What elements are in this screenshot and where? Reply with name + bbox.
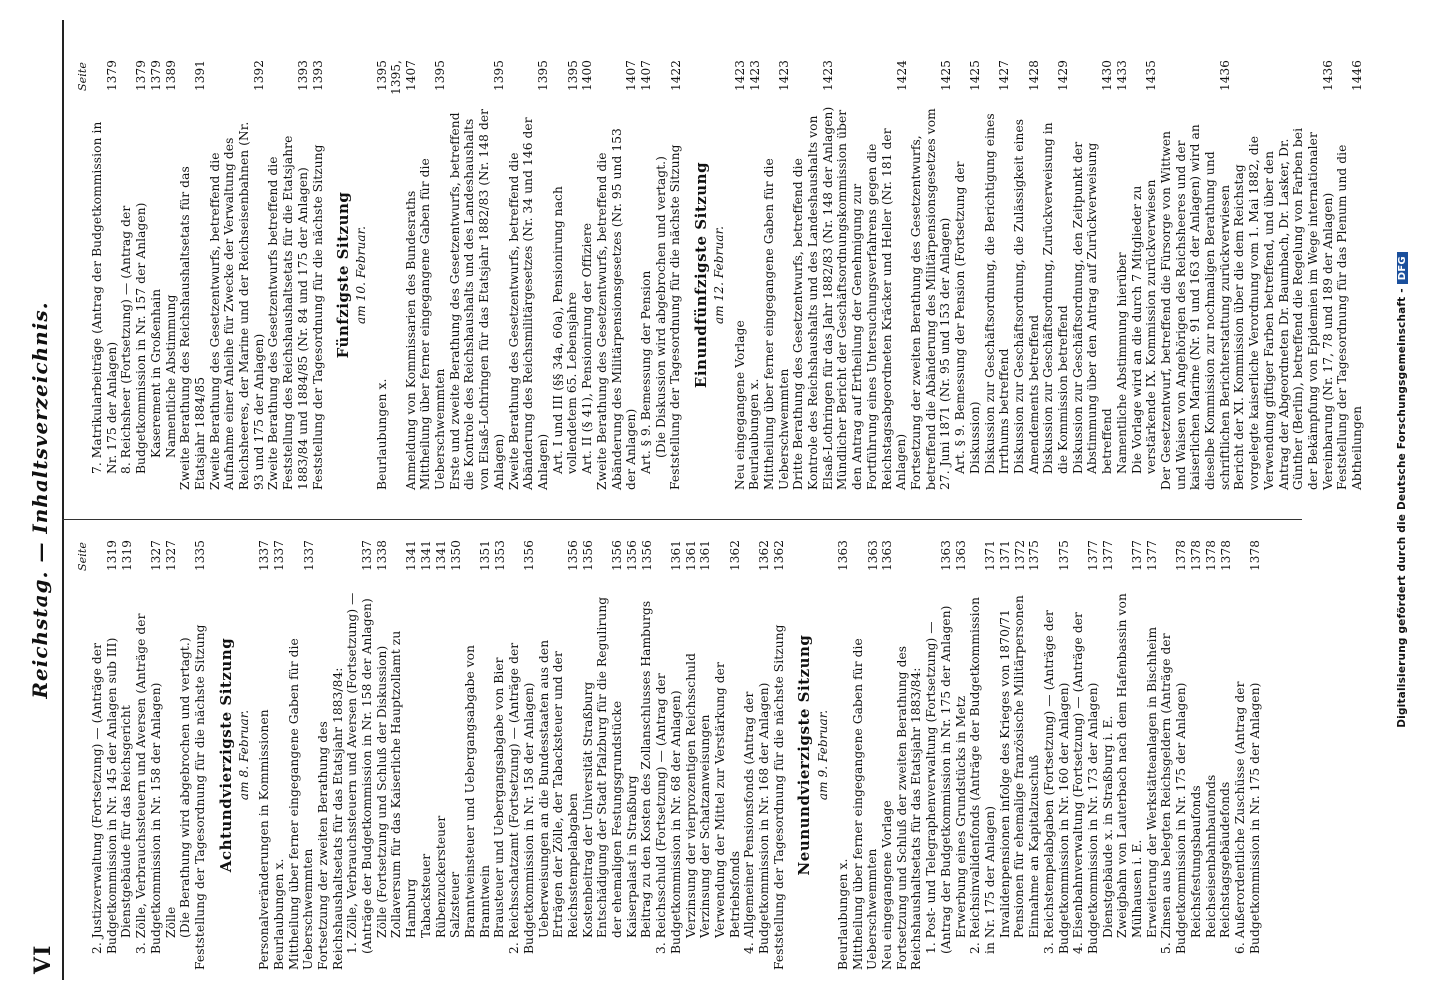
toc-entry-title: Neu eingegangene Vorlage bbox=[880, 800, 895, 970]
toc-entry-title: 7. Matrikularbeiträge (Antrag der Budgetkommission in Nr. 175 der Anlagen) bbox=[90, 121, 119, 474]
toc-entry bbox=[880, 540, 895, 970]
toc-entry bbox=[595, 540, 624, 970]
toc-entry-title: Zweite Berathung des Gesetzentwurfs, betreffend die Abänderung des Reichsmilitärgesetzes (Nr. 34 und 146 der Anlagen) bbox=[506, 117, 550, 490]
toc-entry-title: Beurlaubungen x. bbox=[374, 378, 389, 490]
toc-entry-page: 1393 bbox=[310, 60, 325, 91]
toc-entry-title: Beurlaubungen x. bbox=[271, 858, 286, 970]
toc-entry bbox=[463, 540, 492, 970]
toc-entry-title: 1. Zölle, Verbrauchssteuern und Aversen (Fortsetzung) — (Anträge der Budgetkommission in Nr. 158 der Anlagen) bbox=[345, 592, 375, 954]
toc-entry bbox=[389, 540, 418, 970]
toc-entry bbox=[580, 60, 595, 490]
toc-entry-title: 1. Post- und Telegraphenverwaltung (Fortsetzung) — (Antrag der Budgetkommission in Nr. 175 der Anlagen) bbox=[924, 605, 953, 954]
toc-entry-title: Dritte Berathung des Gesetzentwurfs, betreffend die Kontrole des Reichshaushalts und des Landeshaushalts von Elsaß-Lothringen für das Jahr 1882/83 (Nr. 148 der Anlagen) bbox=[791, 106, 835, 490]
toc-entry-title: Zölle bbox=[163, 906, 178, 938]
toc-entry-page: 1423 bbox=[821, 60, 836, 91]
toc-entry-page: 1337 bbox=[301, 540, 316, 571]
toc-entry-title: Erweiterung der Werkstätteanlagen in Bischheim bbox=[1144, 626, 1159, 938]
toc-entry-page: 1362 bbox=[772, 540, 786, 571]
toc-entry-page: 1377 bbox=[1086, 540, 1101, 571]
toc-entry-page: 1424 bbox=[894, 60, 909, 91]
toc-entry bbox=[1218, 540, 1233, 970]
toc-entry-page: 1362 bbox=[727, 540, 742, 571]
toc-entry-title: Diskussion zur Geschäftsordnung, die Zulässigkeit eines Amendements betreffend bbox=[1011, 118, 1041, 474]
toc-entry bbox=[90, 60, 119, 490]
toc-entry bbox=[639, 540, 654, 970]
toc-entry bbox=[851, 540, 880, 970]
toc-entry bbox=[713, 540, 742, 970]
toc-entry-page: 1429 bbox=[1056, 60, 1071, 91]
toc-entry-page: 1371 bbox=[997, 540, 1012, 571]
toc-entry-page: 1375 bbox=[1027, 540, 1042, 571]
toc-entry-title: 2. Reichsschatzamt (Fortsetzung) — (Anträge der Budgetkommission in Nr. 158 der Anlagen) bbox=[507, 642, 536, 954]
toc-entry bbox=[1012, 60, 1041, 490]
toc-entry-title: (Die Diskussion wird abgebrochen und vertagt.) bbox=[653, 155, 668, 458]
toc-entry bbox=[448, 60, 507, 490]
toc-entry-page: 1363 bbox=[939, 540, 954, 571]
toc-entry-title: 6. Außerordentliche Zuschüsse (Antrag der Budgetkommission in Nr. 175 der Anlagen) bbox=[1232, 681, 1262, 954]
left-column-entries bbox=[90, 540, 1262, 970]
toc-entry bbox=[895, 540, 924, 970]
toc-entry bbox=[924, 540, 953, 970]
toc-entry-title: Die Vorlage wird an die durch 7 Mitglieder zu verstärkende IX. Kommission zurückverwiesen bbox=[1129, 179, 1159, 474]
right-column bbox=[76, 60, 1365, 490]
toc-entry-page: 1422 bbox=[668, 60, 683, 91]
toc-entry-title: Art. § 9. Bemessung der Pension bbox=[638, 270, 653, 474]
toc-entry-title: Feststellung der Tagesordnung für das Plenum und die Abtheilungen bbox=[1335, 144, 1365, 490]
toc-entry-title: 2. Justizverwaltung (Fortsetzung) — (Anträge der Budgetkommission in Nr. 145 der Anlagen sub III) bbox=[90, 637, 119, 954]
toc-entry-page: 1377 bbox=[1130, 540, 1145, 571]
toc-entry bbox=[272, 540, 287, 970]
toc-entry-page: 1338 bbox=[375, 540, 390, 571]
toc-entry-page: 1377 bbox=[1100, 540, 1115, 571]
toc-entry bbox=[639, 60, 654, 490]
toc-entry-title: Dienstgebäude x. in Straßburg i. E. bbox=[1100, 715, 1115, 938]
toc-entry bbox=[684, 540, 699, 970]
toc-entry-page: 1327 bbox=[163, 540, 178, 571]
toc-entry-title: Diskussion zur Geschäftsordnung, den Zeitpunkt der Abstimmung über den Antrag auf Zurückverweisung betreffend bbox=[1070, 141, 1115, 474]
toc-entry-title: Fortsetzung der zweiten Berathung des Reichshaushaltsetats für das Etatsjahr 1883/84: bbox=[315, 667, 345, 970]
toc-entry-title: Verwendung der Mittel zur Verstärkung der Betriebsfonds bbox=[712, 662, 742, 938]
toc-entry bbox=[968, 540, 997, 970]
toc-entry-page: 1361 bbox=[698, 540, 713, 571]
toc-entry-title: 2. Reichsinvalidenfonds (Anträge der Budgetkommission in Nr. 175 der Anlagen) bbox=[968, 596, 997, 954]
toc-entry-title: Reichsfestungsbaufonds bbox=[1188, 785, 1203, 938]
toc-entry-page: 1377 bbox=[1144, 540, 1159, 571]
toc-entry-page: 1435 bbox=[1144, 60, 1159, 91]
toc-entry-page: 1393 bbox=[296, 60, 311, 91]
toc-entry-page: 1400 bbox=[580, 60, 595, 91]
toc-entry bbox=[1189, 540, 1204, 970]
toc-entry-page: 1407 bbox=[624, 60, 639, 91]
toc-entry-title: (Die Berathung wird abgebrochen und vertagt.) bbox=[178, 637, 193, 938]
toc-entry-page: 1319 bbox=[119, 540, 134, 571]
toc-entry-title: Mittheilung über ferner eingegangene Gaben für die Ueberschwemmten bbox=[286, 638, 316, 970]
toc-entry bbox=[345, 540, 374, 970]
toc-entry bbox=[791, 60, 835, 490]
toc-entry bbox=[178, 540, 193, 970]
toc-entry-page: 1395 bbox=[492, 60, 507, 91]
toc-entry-page: 1378 bbox=[1247, 540, 1262, 571]
toc-entry-page: 1389 bbox=[163, 60, 178, 91]
toc-entry-title: Brausteuer und Uebergangsabgabe von Bier bbox=[492, 657, 507, 938]
toc-entry-title: Mündlicher Bericht der Geschäftsordnungskommission über den Antrag auf Ertheilung der Genehmigung zur Fortführung eines Untersuchungsverfahrens gegen die Reichstagsabgeordneten Kräcker und Heller (Nr. 181 der Anlagen) bbox=[835, 109, 909, 490]
toc-entry-title: Invalidenpensionen infolge des Krieges von 1870/71 bbox=[997, 609, 1012, 938]
toc-entry-page: 1378 bbox=[1174, 540, 1189, 571]
toc-entry-page: 1337 bbox=[257, 540, 272, 571]
toc-entry-title: Zweite Berathung des Gesetzentwurfs betreffend die Feststellung des Reichshaushaltsetats für die Etatsjahre 1883/84 und 1884/85 (Nr. 84 und 175 der Anlagen) bbox=[266, 135, 310, 490]
toc-entry bbox=[698, 540, 713, 970]
toc-entry-title: Mittheilung über ferner eingegangene Gaben für die Ueberschwemmten bbox=[761, 158, 791, 490]
toc-entry-title: Zweigbahn von Lauterbach nach dem Hafenbassin von Mülhausen i. E. bbox=[1115, 593, 1145, 938]
toc-entry-page: 1362 bbox=[757, 540, 772, 571]
toc-entry bbox=[164, 540, 179, 970]
toc-entry-title: Art. II (§ 41), Pensionirung der Offiziere bbox=[580, 222, 595, 474]
toc-entry bbox=[835, 60, 909, 490]
toc-entry-title: Fortsetzung der zweiten Berathung des Gesetzentwurfs, betreffend die Abänderung des Militärpensionsgesetzes vom 27. Juni 1871 (Nr. 95 und 153 der Anlagen) bbox=[908, 108, 953, 490]
page-column-label: Seite bbox=[76, 62, 89, 91]
session-date: am 8. Februar. bbox=[236, 709, 251, 801]
toc-entry bbox=[1159, 540, 1188, 970]
toc-entry-page: 1395 bbox=[375, 60, 390, 91]
toc-entry bbox=[772, 540, 787, 970]
toc-entry bbox=[1335, 60, 1364, 490]
session-date: am 9. Februar. bbox=[815, 709, 830, 801]
toc-entry bbox=[595, 60, 639, 490]
toc-entry bbox=[311, 60, 326, 490]
toc-entry-page: 1433 bbox=[1115, 60, 1130, 91]
toc-entry-page: 1378 bbox=[1218, 540, 1233, 571]
toc-entry-title: Reichseisenbahnbaufonds bbox=[1203, 774, 1218, 938]
toc-entry bbox=[1159, 60, 1233, 490]
toc-entry-page: 1378 bbox=[1189, 540, 1204, 571]
toc-entry bbox=[193, 540, 208, 970]
toc-entry bbox=[909, 60, 953, 490]
toc-entry bbox=[1027, 540, 1042, 970]
toc-entry bbox=[375, 60, 390, 490]
toc-entry-title: Beurlaubungen x. bbox=[835, 858, 850, 970]
toc-entry-page: 1379 bbox=[149, 60, 164, 91]
toc-entry bbox=[551, 60, 580, 490]
toc-entry-page: 1363 bbox=[953, 540, 968, 571]
toc-entry-title: 5. Zinsen aus belegten Reichsgeldern (Anträge der Budgetkommission in Nr. 175 der Anlagen) bbox=[1159, 633, 1189, 954]
toc-entry-title: Namentliche Abstimmung hierüber bbox=[1114, 252, 1129, 474]
page-number: VI bbox=[30, 944, 56, 974]
toc-entry bbox=[434, 540, 449, 970]
toc-entry-page: 1395 bbox=[565, 60, 580, 91]
toc-entry-page: 1436 bbox=[1320, 60, 1335, 91]
toc-entry-page: 1341 bbox=[419, 540, 434, 571]
toc-entry bbox=[287, 540, 316, 970]
toc-entry bbox=[1042, 540, 1071, 970]
toc-entry-title: Verzinsung der vierprozentigen Reichsschuld bbox=[683, 652, 698, 938]
session-date: am 12. Februar. bbox=[712, 225, 727, 325]
toc-entry-title: Erwerbung eines Grundstücks in Metz bbox=[953, 695, 968, 938]
toc-entry-title: Der Gesetzentwurf, betreffend die Fürsorge von Wittwen und Waisen von Angehörigen des Reichsheeres und der kaiserlichen Marine (Nr. 91 und 163 der Anlagen) wird an dieselbe Kommission zur nochmaligen Berathung und schriftlichen Berichterstattung zurückverwiesen bbox=[1158, 124, 1232, 490]
toc-entry bbox=[119, 60, 148, 490]
toc-entry-page: 1446 bbox=[1350, 60, 1365, 91]
toc-entry-page: 1356 bbox=[624, 540, 639, 571]
toc-entry-page: 1341 bbox=[404, 540, 419, 571]
right-column-entries bbox=[90, 60, 1365, 490]
toc-entry bbox=[1204, 540, 1219, 970]
toc-entry-title: Erste und zweite Berathung des Gesetzentwurfs, betreffend die Kontrole des Reichshaushalts und des Landeshaushalts von Elsaß-Lothringen für das Etatsjahr 1882/83 (Nr. 148 der Anlagen) bbox=[447, 108, 506, 490]
toc-entry-page: 1379 bbox=[134, 60, 149, 91]
toc-entry-title: Anmeldung von Kommissarien des Bundesraths bbox=[403, 190, 418, 490]
toc-entry-title: Dienstgebäude für das Reichsgericht bbox=[119, 705, 134, 938]
toc-entry-title: Pensionen für ehemalige französische Militärpersonen bbox=[1012, 595, 1027, 938]
toc-entry bbox=[836, 540, 851, 970]
toc-entry bbox=[266, 60, 310, 490]
toc-entry bbox=[1232, 60, 1335, 490]
toc-entry-title: Entschädigung der Stadt Pfalzburg für die Regulirung der ehemaligen Festungsgrundstücke bbox=[595, 596, 625, 938]
toc-entry-title: Fortsetzung und Schluß der zweiten Berathung des Reichshaushaltsetats für das Etatsjahr 1883/84: bbox=[894, 645, 924, 970]
toc-entry-page: 1356 bbox=[566, 540, 581, 571]
toc-entry bbox=[375, 540, 390, 970]
toc-entry-page: 1356 bbox=[639, 540, 654, 571]
toc-entry-page: 1427 bbox=[997, 60, 1012, 91]
toc-entry bbox=[1041, 60, 1070, 490]
toc-entry bbox=[625, 540, 640, 970]
toc-entry-page: 1436 bbox=[1218, 60, 1232, 91]
toc-entry-page: 1361 bbox=[683, 540, 698, 571]
toc-entry bbox=[178, 60, 207, 490]
toc-entry-title: Einnahme an Kapitalzuschuß bbox=[1027, 754, 1042, 938]
toc-entry bbox=[389, 60, 418, 490]
toc-entry-title: Art. § 9. Bemessung der Pension (Fortsetzung der Diskussion) bbox=[953, 161, 982, 474]
toc-entry-title: Kostenbeitrag der Universität Straßburg bbox=[580, 681, 595, 938]
toc-entry-title: Kaserement in Großenhain bbox=[148, 288, 163, 458]
toc-entry-title: Namentliche Abstimmung bbox=[163, 294, 178, 458]
toc-entry-page: 1375 bbox=[1056, 540, 1071, 571]
running-title: Reichstag. — Inhaltsverzeichnis. bbox=[28, 301, 52, 699]
toc-entry-title: Zweite Berathung des Gesetzentwurfs, betreffend die Abänderung des Militärpensionsgesetzes (Nr. 95 und 153 der Anlagen) bbox=[594, 128, 639, 490]
dfg-logo: DFG bbox=[1397, 252, 1408, 284]
session-date: am 10. Februar. bbox=[354, 225, 369, 325]
toc-entry-title: Beurlaubungen x. bbox=[747, 378, 762, 490]
toc-entry-title: 4. Eisenbahnverwaltung (Fortsetzung) — (Anträge der Budgetkommission in Nr. 173 der Anlagen) bbox=[1071, 612, 1100, 954]
toc-entry bbox=[954, 540, 969, 970]
page-column-label: Seite bbox=[76, 542, 89, 571]
toc-entry-page: 1341 bbox=[433, 540, 448, 571]
toc-entry bbox=[419, 540, 434, 970]
column-divider bbox=[62, 519, 1302, 520]
toc-entry bbox=[90, 540, 119, 970]
toc-entry-title: Zollaversum für das Kaiserliche Hauptzollamt zu Hamburg bbox=[389, 630, 419, 938]
toc-entry-title: Feststellung der Tagesordnung für die nächste Sitzung bbox=[310, 144, 325, 490]
toc-entry-title: Salzsteuer bbox=[448, 871, 463, 938]
toc-entry bbox=[1145, 540, 1160, 970]
toc-entry-page: 1356 bbox=[580, 540, 595, 571]
toc-entry bbox=[1012, 540, 1027, 970]
toc-entry-title: Kaiserpalast in Straßburg bbox=[624, 775, 639, 938]
toc-entry bbox=[149, 60, 164, 490]
toc-entry-title: Personalveränderungen in Kommissionen bbox=[257, 709, 272, 970]
toc-entry-page: 1350 bbox=[448, 540, 463, 571]
toc-entry-page: 1425 bbox=[938, 60, 953, 91]
toc-entry-title: Feststellung der Tagesordnung für die nächste Sitzung bbox=[192, 624, 207, 970]
toc-entry bbox=[953, 60, 982, 490]
toc-entry-title: Diskussion zur Geschäftsordnung, die Berichtigung eines Irrthums betreffend bbox=[982, 113, 1012, 474]
toc-entry-title: Art. I und III (§§ 34a, 60a), Pensionirung nach vollendetem 65. Lebensjahre bbox=[550, 186, 580, 474]
toc-entry-page: 1395 bbox=[433, 60, 448, 91]
toc-entry bbox=[1071, 540, 1100, 970]
toc-entry-page: 1430 bbox=[1100, 60, 1115, 91]
toc-entry bbox=[448, 540, 463, 970]
toc-entry-page: 1363 bbox=[836, 540, 851, 571]
toc-entry-page: 1319 bbox=[104, 540, 119, 571]
toc-entry-title: Zölle (Fortsetzung und Schluß der Diskussion) bbox=[374, 645, 389, 938]
toc-entry-page: 1423 bbox=[747, 60, 762, 91]
toc-entry bbox=[654, 60, 669, 490]
toc-entry-title: Neu eingegangene Vorlage bbox=[732, 320, 747, 490]
toc-entry-page: 1372 bbox=[1012, 540, 1027, 571]
toc-entry bbox=[581, 540, 596, 970]
toc-entry bbox=[733, 60, 748, 490]
toc-entry bbox=[1233, 540, 1262, 970]
toc-entry-page: 1378 bbox=[1203, 540, 1218, 571]
toc-entry bbox=[1071, 60, 1115, 490]
toc-entry bbox=[998, 540, 1013, 970]
toc-entry-title: Feststellung der Tagesordnung für die nächste Sitzung bbox=[668, 144, 683, 490]
toc-entry bbox=[418, 60, 447, 490]
toc-entry-title: 3. Zölle, Verbrauchssteuern und Aversen (Anträge der Budgetkommission in Nr. 158 der Anlagen) bbox=[134, 613, 163, 954]
toc-entry-page: 1337 bbox=[360, 540, 375, 571]
toc-entry-title: Ueberweisungen an die Bundesstaaten aus den Erträgen der Zölle, der Tabacksteuer und der Reichsstempelabgaben bbox=[536, 639, 580, 938]
toc-entry-title: 4. Allgemeiner Pensionsfonds (Antrag der Budgetkommission in Nr. 168 der Anlagen) bbox=[742, 682, 772, 954]
toc-entry bbox=[742, 540, 771, 970]
toc-entry bbox=[134, 540, 163, 970]
toc-entry-page: 1363 bbox=[865, 540, 880, 571]
toc-entry-title: Reichstagsgebäudefonds bbox=[1218, 781, 1233, 938]
toc-entry-page: 1428 bbox=[1026, 60, 1041, 91]
toc-entry-page: 1407 bbox=[639, 60, 654, 91]
toc-entry-page: 1327 bbox=[149, 540, 164, 571]
toc-entry-page: 1423 bbox=[776, 60, 791, 91]
toc-entry bbox=[507, 60, 551, 490]
toc-entry bbox=[1101, 540, 1116, 970]
toc-entry bbox=[747, 60, 762, 490]
toc-entry-title: Feststellung der Tagesordnung für die nächste Sitzung bbox=[771, 624, 786, 970]
toc-entry bbox=[668, 60, 683, 490]
session-heading: Fünfzigste Sitzung bbox=[334, 191, 353, 359]
toc-entry-page: 1361 bbox=[669, 540, 684, 571]
toc-entry-title: Mittheilung über ferner eingegangene Gaben für die Ueberschwemmten bbox=[418, 158, 448, 490]
toc-entry bbox=[257, 540, 272, 970]
toc-entry bbox=[164, 60, 179, 490]
toc-entry bbox=[492, 540, 507, 970]
toc-entry bbox=[983, 60, 1012, 490]
toc-entry-title: Diskussion zur Geschäftsordnung, Zurückverweisung in die Kommission betreffend bbox=[1041, 122, 1071, 474]
toc-entry-title: 3. Reichsschuld (Fortsetzung) — (Antrag der Budgetkommission in Nr. 68 der Anlagen) bbox=[654, 673, 683, 954]
toc-entry-title: 3. Reichstempelabgaben (Fortsetzung) — (Anträge der Budgetkommission in Nr. 160 der Anlagen) bbox=[1041, 610, 1071, 954]
toc-entry bbox=[208, 60, 267, 490]
toc-entry-page: 1356 bbox=[522, 540, 537, 571]
session-heading: Neunundvierzigste Sitzung bbox=[795, 634, 814, 876]
toc-entry-title: Branntweinsteuer und Uebergangsabgabe von Branntwein bbox=[462, 644, 492, 938]
toc-entry-title: Beitrag zu den Kosten des Zollanschlusses Hamburgs bbox=[639, 600, 654, 938]
toc-entry bbox=[1115, 60, 1130, 490]
page-header bbox=[24, 20, 64, 980]
toc-entry-page: 1363 bbox=[880, 540, 895, 571]
toc-entry bbox=[316, 540, 345, 970]
credit-text: Digitalisierung gefördert durch die Deutsche Forschungsgemeinschaft - bbox=[1396, 288, 1408, 728]
toc-entry-title: Verzinsung der Schatzanweisungen bbox=[698, 714, 713, 938]
session-heading: Achtundvierzigste Sitzung bbox=[216, 637, 235, 873]
toc-entry-title: Zweite Berathung des Reichshaushaltsetats für das Etatsjahr 1884/85 bbox=[178, 166, 207, 490]
toc-entry-page: 1391 bbox=[193, 60, 208, 91]
toc-entry-page: 1395, 1407 bbox=[389, 60, 418, 95]
session-heading: Einundfünfzigste Sitzung bbox=[692, 161, 711, 389]
toc-entry-page: 1335 bbox=[193, 540, 208, 571]
left-column bbox=[76, 540, 1308, 970]
toc-entry bbox=[762, 60, 791, 490]
toc-entry bbox=[507, 540, 536, 970]
toc-entry bbox=[1130, 60, 1159, 490]
toc-entry-title: Bericht der XI. Kommission über die dem Reichstag vorgelegte kaiserliche Verordnung vom 1. Mai 1882, die Verwendung giftiger Farben betreffend, und über den Antrag der Abgeordneten Dr. Baumbach, Dr. Lasker, Dr. Günther (Berlin), betreffend die Regelung von Farben bei der Bekämpfung von Epidemien im Wege internationaler Vereinbarung (Nr. 17, 78 und 189 der Anlagen) bbox=[1232, 127, 1335, 490]
toc-entry-page: 1337 bbox=[272, 540, 287, 571]
toc-entry bbox=[537, 540, 581, 970]
toc-entry bbox=[1115, 540, 1144, 970]
toc-entry-title: Mittheilung über ferner eingegangene Gaben für die Ueberschwemmten bbox=[850, 638, 880, 970]
toc-entry-page: 1371 bbox=[983, 540, 998, 571]
toc-entry-page: 1395 bbox=[536, 60, 551, 91]
toc-entry-title: Tabacksteuer bbox=[418, 853, 433, 938]
toc-entry-title: Rübenzuckersteuer bbox=[433, 815, 448, 938]
toc-entry-page: 1353 bbox=[492, 540, 507, 571]
toc-entry bbox=[119, 540, 134, 970]
toc-entry-page: 1423 bbox=[732, 60, 747, 91]
digitization-credit bbox=[1396, 40, 1408, 940]
toc-entry-page: 1379 bbox=[104, 60, 119, 91]
toc-entry-page: 1356 bbox=[610, 540, 625, 571]
toc-entry-title: Zweite Berathung des Gesetzentwurfs, betreffend die Aufnahme einer Anleihe für Zwecke der Verwaltung des Reichsheeres, der Marine und der Reichseisenbahnen (Nr. 93 und 175 der Anlagen) bbox=[207, 121, 266, 490]
toc-entry bbox=[654, 540, 683, 970]
toc-entry-page: 1392 bbox=[251, 60, 266, 91]
toc-entry-title: 8. Reichsheer (Fortsetzung) — (Antrag der Budgetkommission in Nr. 157 der Anlagen) bbox=[119, 202, 149, 474]
toc-entry-page: 1351 bbox=[477, 540, 492, 571]
toc-entry-page: 1425 bbox=[968, 60, 983, 91]
